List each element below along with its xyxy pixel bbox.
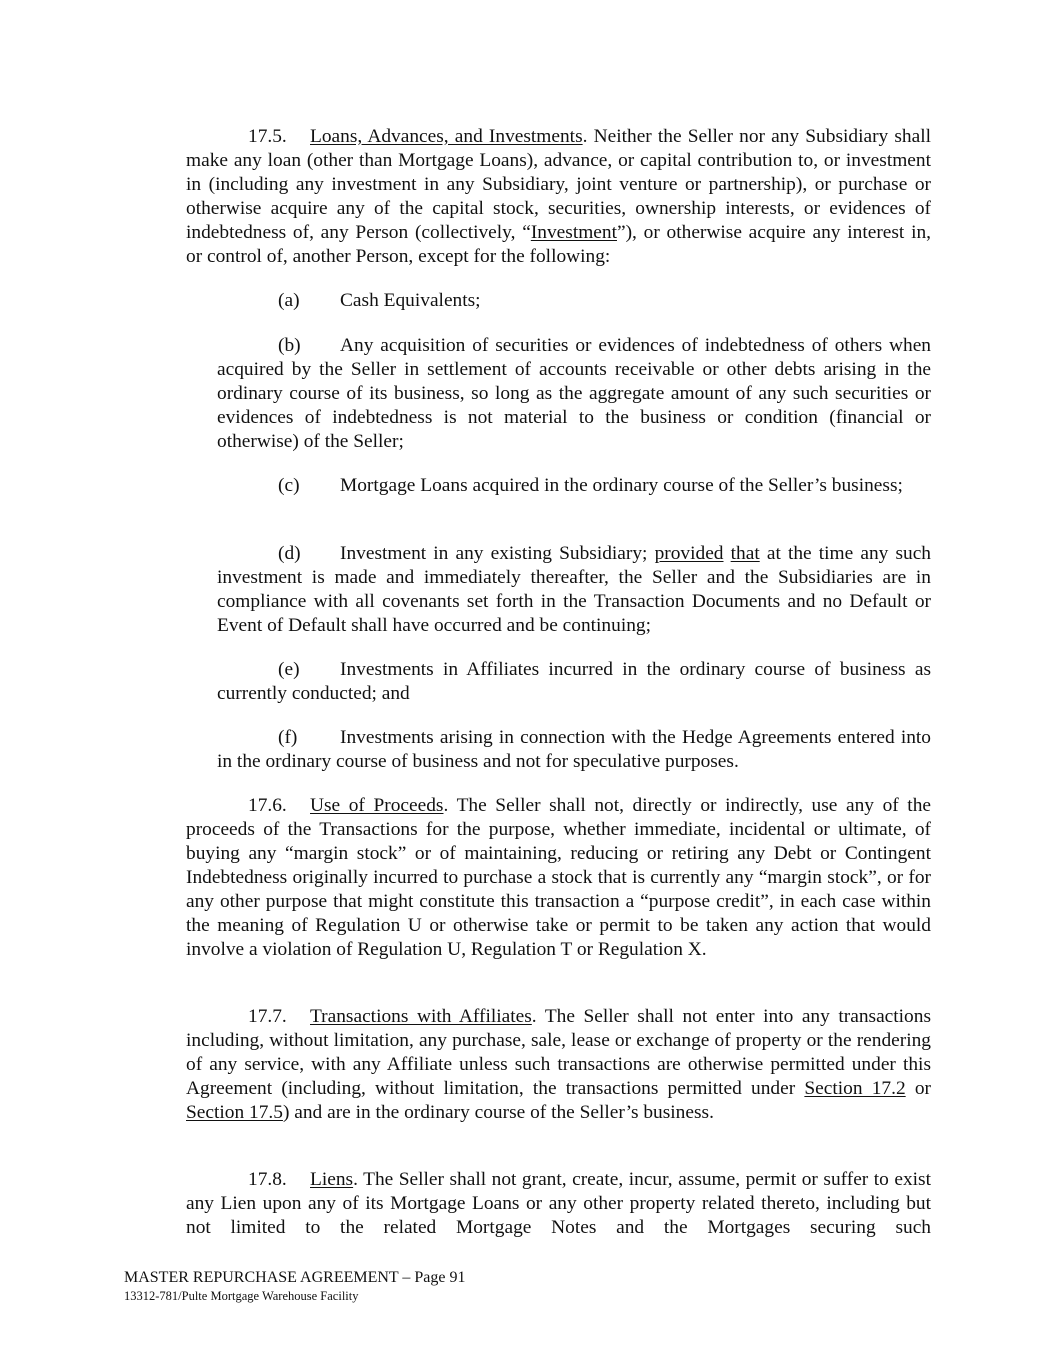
page-footer-title: MASTER REPURCHASE AGREEMENT – Page 91 [124, 1269, 466, 1286]
section-17-8 [186, 1168, 931, 1240]
item-label: (d) [278, 543, 301, 564]
item-text: Mortgage Loans acquired in the ordinary course of the Seller’s business; [340, 475, 903, 496]
section-text: . The Seller shall not, directly or indirectly, use any of the proceeds of the Transactions for the purpose, whether immediate, incidental or ultimate, of buying any “margin stock” or of maintaining, reducing or retiring any Debt or Contingent Indebtedness originally incurred to purchase a stock that is currently any “margin stock”, or for any other purpose that might constitute this transaction a “purpose credit”, in each case within the meaning of Regulation U or otherwise take or permit to be taken any action that would involve a violation of Regulation U, Regulation T or Regulation X. [186, 795, 931, 960]
item-text: Investment in any existing Subsidiary; [340, 543, 655, 564]
item-label: (a) [278, 290, 300, 311]
defined-term: Investment [530, 222, 617, 243]
section-17-6 [186, 794, 931, 962]
section-17-7 [186, 1005, 931, 1125]
item-label: (f) [278, 727, 298, 748]
section-heading: Liens [310, 1169, 354, 1190]
section-heading: Loans, Advances, and Investments [310, 126, 583, 147]
section-number: 17.7. [248, 1006, 287, 1027]
section-number: 17.8. [248, 1169, 287, 1190]
item-text: Cash Equivalents; [340, 290, 481, 311]
proviso-term: provided [654, 543, 724, 564]
item-d [217, 542, 931, 638]
section-text: ) and are in the ordinary course of the Seller’s business. [282, 1102, 714, 1123]
item-text: Investments in Affiliates incurred in the ordinary course of business as currently conducted; and [217, 659, 931, 704]
cross-reference: Section 17.2 [804, 1078, 906, 1099]
item-a [217, 289, 931, 313]
item-label: (c) [278, 475, 300, 496]
item-c [217, 474, 931, 498]
section-text: . The Seller shall not enter into any transactions including, without limitation, any purchase, sale, lease or exchange of property or the rendering of any service, with any Affiliate unless such transactions are otherwise permitted under this Agreement (including, without limitation, the transactions permitted under [186, 1006, 931, 1099]
section-number: 17.6. [248, 795, 287, 816]
item-text: Any acquisition of securities or evidences of indebtedness of others when acquired by the Seller in settlement of accounts receivable or other debts arising in the ordinary course of its business, so long as the aggregate amount of any such securities or evidences of indebtedness is not material to the business or condition (financial or otherwise) of the Seller; [217, 335, 931, 452]
section-text: . Neither the Seller nor any Subsidiary shall make any loan (other than Mortgage Loans), advance, or capital contribution to, or investment in (including any investment in any Subsidiary, joint venture or partnership), or purchase or otherwise acquire any of the capital stock, securities, ownership interests, or evidences of indebtedness of, any Person (collectively, “ [186, 126, 931, 243]
section-17-5 [186, 125, 931, 269]
cross-reference: Section 17.5 [186, 1102, 283, 1123]
item-text: at the time any such investment is made and immediately thereafter, the Seller and the Subsidiaries are in compliance with all covenants set forth in the Transaction Documents and no Default or Event of Default shall have occurred and be continuing; [217, 543, 931, 636]
item-label: (e) [278, 659, 300, 680]
item-f [217, 726, 931, 774]
section-heading: Use of Proceeds [310, 795, 444, 816]
proviso-term: that [730, 543, 760, 564]
item-label: (b) [278, 335, 301, 356]
item-e [217, 658, 931, 706]
section-text: ”), or otherwise acquire any interest in, or control of, another Person, except for the following: [186, 222, 931, 267]
section-text: . The Seller shall not grant, create, incur, assume, permit or suffer to exist any Lien upon any of its Mortgage Loans or any other property related thereto, including but not limited to the related Mortgage Notes and the Mortgages securing such [186, 1169, 931, 1238]
page-footer-docid: 13312-781/Pulte Mortgage Warehouse Facility [124, 1289, 359, 1303]
section-text: or [905, 1078, 931, 1099]
item-b [217, 334, 931, 454]
item-text: Investments arising in connection with the Hedge Agreements entered into in the ordinary course of business and not for speculative purposes. [217, 727, 931, 772]
section-number: 17.5. [248, 126, 287, 147]
section-heading: Transactions with Affiliates [310, 1006, 532, 1027]
